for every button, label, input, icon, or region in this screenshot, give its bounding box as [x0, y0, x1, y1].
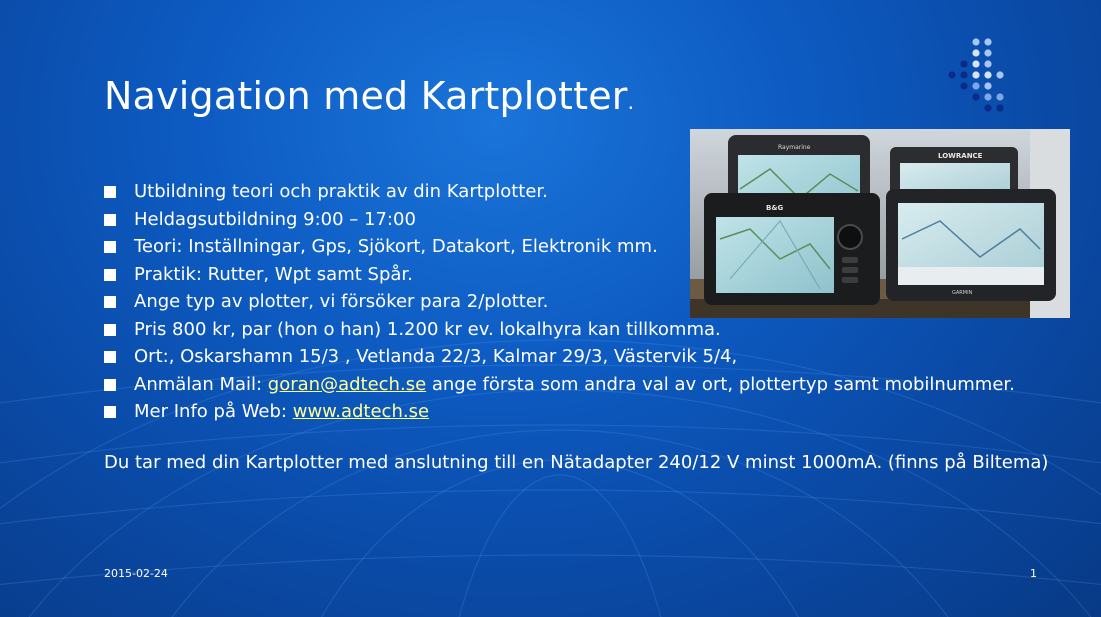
- slide-number: 1: [1030, 567, 1037, 580]
- slide-date: 2015-02-24: [104, 567, 168, 580]
- bullet-square-icon: [104, 351, 116, 363]
- bullet-square-icon: [104, 186, 116, 198]
- bullet-item: [104, 178, 1015, 206]
- bullet-text: Heldagsutbildning 9:00 – 17:00: [134, 208, 416, 230]
- bullet-square-icon: [104, 379, 116, 391]
- adapter-note: Du tar med din Kartplotter med anslutning till en Nätadapter 240/12 V minst 1000mA. (finns på Biltema): [104, 452, 1049, 473]
- slide-title-suffix: .: [627, 90, 635, 114]
- bullet-text: Ort:, Oskarshamn 15/3 , Vetlanda 22/3, Kalmar 29/3, Västervik 5/4,: [134, 346, 738, 367]
- bg-label: B&G: [766, 204, 784, 212]
- bullet-item: [104, 316, 1015, 344]
- bullet-item: [104, 343, 1015, 371]
- bullet-square-icon: [104, 296, 116, 308]
- bullet-text: Utbildning teori och praktik av din Kartplotter.: [134, 181, 548, 202]
- dot-logo-icon: [944, 36, 1014, 122]
- bullet-text: Teori: Inställningar, Gps, Sjökort, Datakort, Elektronik mm.: [134, 236, 658, 257]
- web-prefix: Mer Info på Web:: [134, 401, 293, 422]
- bullet-item-web: [104, 398, 1015, 426]
- bullet-list: [104, 178, 1015, 426]
- bullet-item: [104, 288, 1015, 316]
- bullet-square-icon: [104, 324, 116, 336]
- garmin-label: GARMIN: [952, 290, 973, 296]
- bullet-item: [104, 206, 1015, 234]
- bullet-square-icon: [104, 269, 116, 281]
- mail-suffix: ange första som andra val av ort, plottertyp samt mobilnummer.: [426, 373, 1015, 395]
- bullet-square-icon: [104, 241, 116, 253]
- bullet-text: Pris 800 kr, par (hon o han) 1.200 kr ev. lokalhyra kan tillkomma.: [134, 318, 721, 340]
- website-link[interactable]: www.adtech.se: [292, 401, 430, 422]
- bullet-square-icon: [104, 214, 116, 226]
- bullet-square-icon: [104, 406, 116, 418]
- slide-title-text: Navigation med Kartplotter: [104, 74, 628, 118]
- bullet-item: [104, 233, 1015, 261]
- raymarine-label: Raymarine: [778, 144, 811, 151]
- bullet-text: Praktik: Rutter, Wpt samt Spår.: [134, 263, 413, 285]
- email-link[interactable]: goran@adtech.se: [267, 373, 427, 395]
- mail-prefix: Anmälan Mail:: [134, 373, 268, 395]
- slide-title: [104, 74, 634, 118]
- lowrance-label: LOWRANCE: [938, 152, 983, 160]
- bullet-text: Ange typ av plotter, vi försöker para 2/plotter.: [134, 291, 549, 312]
- bullet-item: [104, 261, 1015, 289]
- bullet-item-mail: [104, 371, 1015, 399]
